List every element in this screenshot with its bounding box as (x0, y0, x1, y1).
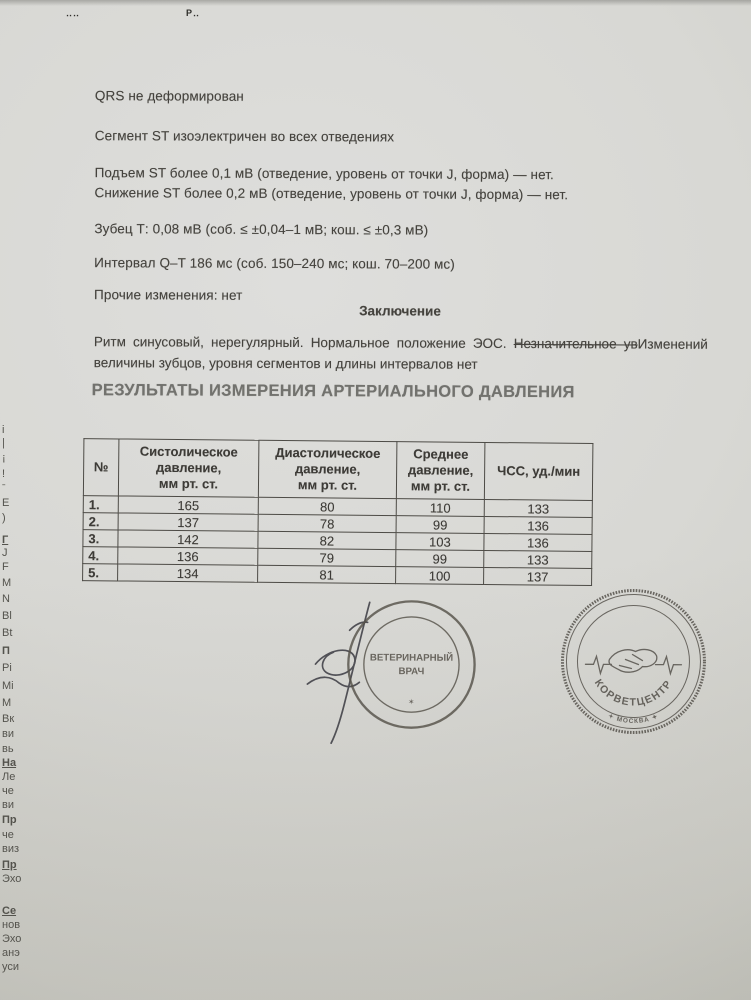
col-header-diastolic: Диастолическое давление, мм рт. ст. (258, 440, 397, 498)
conclusion-line2: величины зубцов, уровня сегментов и длины интервалов нет (93, 355, 478, 372)
mean-value: 99 (396, 550, 484, 568)
page-edge-text-fragment: | (2, 437, 5, 449)
diastolic-value: 82 (258, 531, 396, 549)
page-edge-text-fragment: П (2, 645, 10, 657)
row-number: 2. (83, 513, 118, 530)
row-number: 1. (83, 496, 118, 513)
ecg-line-st-elevation: Подъем ST более 0,1 мВ (отведение, уровень от точки J, форма) — нет. (94, 165, 554, 183)
diastolic-value: 79 (258, 548, 396, 566)
conclusion-text: Ритм синусовый, нерегулярный. Нормальное положение ЭОС. (93, 334, 507, 351)
ecg-line-t-wave: Зубец Т: 0,08 мВ (соб. ≤ ±0,04–1 мВ; кош. ≤ ±0,3 мВ) (94, 221, 429, 238)
page-edge-text-fragment: че (2, 785, 14, 797)
vet-stamp-center-line2: ВРАЧ (398, 666, 425, 678)
bp-section-title: РЕЗУЛЬТАТЫ ИЗМЕРЕНИЯ АРТЕРИАЛЬНОГО ДАВЛЕНИЯ (91, 381, 575, 402)
systolic-value: 165 (118, 496, 258, 514)
systolic-value: 137 (118, 513, 258, 531)
page-edge-text-fragment: Вt (2, 627, 13, 639)
ecg-line-other-changes: Прочие изменения: нет (94, 287, 243, 303)
page-edge-text-fragment: ˉ (2, 483, 6, 495)
page-edge-text-fragment: Эхо (2, 873, 22, 885)
clinic-stamp-city-text: ✦ МОСКВА ✦ (606, 712, 660, 726)
col-header-mean: Среднее давление, мм рт. ст. (396, 442, 485, 500)
conclusion-paragraph (94, 331, 708, 376)
veterinarian-stamp (343, 596, 480, 733)
page-edge-text-fragment: уси (2, 961, 20, 973)
page-edge-text-fragment: J (2, 547, 8, 559)
page-edge-text-fragment: Е (2, 497, 10, 509)
page-edge-text-fragment: Ле (2, 771, 16, 783)
page-edge-text-fragment: Г (2, 534, 9, 546)
ecg-line-qt-interval: Интервал Q–T 186 мс (соб. 150–240 мс; кош. 70–200 мс) (94, 255, 455, 272)
systolic-value: 142 (118, 530, 258, 548)
col-header-heart-rate: ЧСС, уд./мин (484, 442, 593, 500)
page-edge-text-fragment: На (2, 757, 17, 769)
diastolic-value: 78 (258, 514, 396, 532)
bp-table-header-row (83, 439, 593, 501)
page-edge-text-fragment: ! (2, 468, 6, 480)
heart-rate-value: 136 (484, 516, 592, 534)
row-number: 3. (83, 530, 118, 547)
page-edge-text-fragment: Пр (2, 859, 17, 871)
vet-stamp-ornament-icon: ✶ (408, 697, 415, 707)
ecg-line-st-depression: Снижение ST более 0,2 мВ (отведение, уровень от точки J, форма) — нет. (94, 185, 569, 203)
page-edge-text-fragment: ‥‥ (66, 8, 81, 18)
page-edge-text-fragment: ) (2, 512, 6, 524)
page-edge-text-fragment: Се (2, 905, 17, 917)
conclusion-text: Изменений (637, 336, 708, 352)
page-edge-text-fragment: вь (2, 743, 14, 755)
ecg-line-st-segment: Сегмент ST изоэлектричен во всех отведениях (94, 128, 395, 145)
ecg-line-qrs: QRS не деформирован (94, 88, 244, 104)
page-edge-text-fragment: нов (2, 919, 21, 931)
systolic-value: 136 (118, 547, 258, 565)
conclusion-struck-text: Незначительное ув (513, 335, 638, 352)
clinic-stamp-name-ru: КОРВЕТЦЕНТР (591, 677, 675, 709)
page-edge-text-fragment: Mi (2, 680, 14, 692)
diastolic-value: 80 (258, 497, 396, 515)
handshake-ecg-icon (585, 649, 681, 673)
table-row (83, 564, 592, 586)
mean-value: 110 (396, 499, 484, 517)
page-edge-text-fragment: Р‥ (186, 8, 201, 18)
page-edge-text-fragment: Вк (2, 713, 15, 725)
page-edge-text-fragment: Pi (2, 662, 12, 674)
page-edge-text-fragment: F (2, 561, 9, 573)
page-edge-text-fragment: анэ (2, 947, 20, 959)
row-number: 4. (83, 547, 118, 564)
page-edge-text-fragment: M (2, 697, 12, 709)
page-edge-text-fragment: виз (2, 843, 20, 855)
mean-value: 103 (396, 533, 484, 551)
diastolic-value: 81 (258, 565, 396, 583)
mean-value: 100 (396, 567, 484, 585)
heart-rate-value: 133 (484, 550, 592, 568)
page-edge-text-fragment: ви (2, 799, 14, 811)
heart-rate-value: 136 (484, 533, 592, 551)
row-number: 5. (83, 564, 118, 581)
page-edge-text-fragment: Эхо (2, 933, 22, 945)
clinic-stamp (557, 585, 710, 738)
col-header-number: № (83, 439, 119, 496)
systolic-value: 134 (118, 564, 258, 582)
svg-text:КОРВЕТЦЕНТР (592, 677, 675, 709)
page-edge-text-fragment: Пр (2, 814, 17, 826)
conclusion-heading: Заключение (359, 303, 441, 319)
bp-table (82, 438, 593, 586)
mean-value: 99 (396, 516, 484, 534)
page-edge-text-fragment: Вl (2, 610, 12, 622)
page-edge-text-fragment: M (2, 577, 12, 589)
conclusion-line1 (94, 331, 708, 355)
page-edge-text-fragment: N (2, 593, 10, 605)
page-edge-text-fragment: ¡ (2, 452, 6, 464)
heart-rate-value: 133 (484, 499, 592, 517)
page-edge-text-fragment: ви (2, 728, 14, 740)
page-edge-text-fragment: i (2, 424, 5, 436)
heart-rate-value: 137 (484, 567, 592, 585)
vet-stamp-center-line1: ВЕТЕРИНАРНЫЙ (369, 652, 454, 664)
col-header-systolic: Систолическое давление, мм рт. ст. (118, 439, 259, 497)
page-edge-text-fragment: че (2, 829, 14, 841)
